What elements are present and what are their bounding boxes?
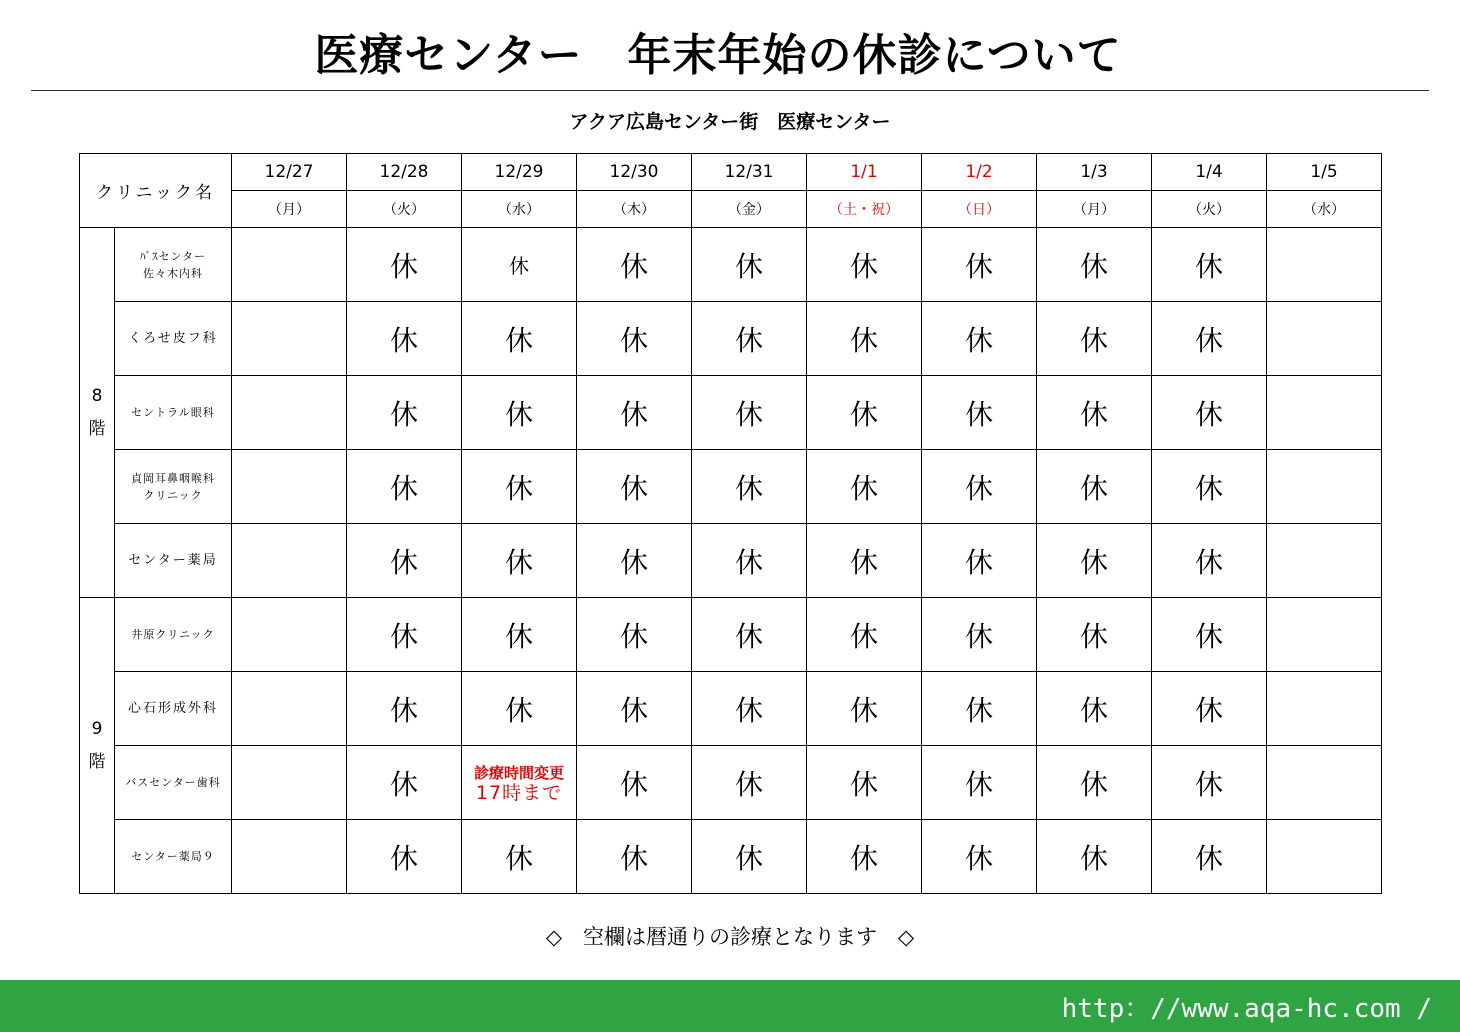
clinic-name: 貞岡耳鼻咽喉科 クリニック [115,450,232,524]
open-cell [232,376,347,450]
closed-mark: 休 [462,672,577,746]
closed-mark: 休 [692,598,807,672]
weekday-header: （火） [347,191,462,228]
weekday-header: （火） [1152,191,1267,228]
closed-mark: 休 [1152,228,1267,302]
open-cell [1267,376,1382,450]
closed-mark: 休 [692,672,807,746]
floor-suffix: 階 [88,418,106,439]
closed-mark: 休 [577,302,692,376]
weekday-header: （日） [922,191,1037,228]
closed-mark: 休 [692,376,807,450]
schedule-body [80,228,1382,894]
clinic-name: センター薬局 [115,524,232,598]
closed-mark: 休 [347,598,462,672]
closed-mark: 休 [462,450,577,524]
closed-mark: 休 [1152,524,1267,598]
closed-mark: 休 [577,450,692,524]
date-header-row [80,154,1382,191]
hours-change-cell [462,746,577,820]
closed-mark: 休 [577,746,692,820]
date-header: 12/30 [577,154,692,191]
closed-mark: 休 [347,228,462,302]
date-header: 12/27 [232,154,347,191]
closed-mark: 休 [807,598,922,672]
closed-mark: 休 [1152,450,1267,524]
hours-change-title: 診療時間変更 [473,763,564,782]
closed-mark: 休 [347,450,462,524]
closed-mark: 休 [1037,450,1152,524]
closed-mark: 休 [1152,302,1267,376]
closed-mark: 休 [807,302,922,376]
closed-mark: 休 [577,598,692,672]
open-cell [1267,524,1382,598]
website-url[interactable]: http：//www.aqa-hc.com / [1061,994,1432,1024]
closed-mark: 休 [347,672,462,746]
date-header: 1/3 [1037,154,1152,191]
floor-label [80,598,115,894]
footer-bar [0,980,1460,1032]
closed-mark: 休 [577,376,692,450]
weekday-header-row [80,191,1382,228]
date-header: 1/2 [922,154,1037,191]
open-cell [1267,746,1382,820]
hours-change-detail: 17時まで [475,781,563,804]
page-title: 医療センター 年末年始の休診について [314,30,1122,81]
title-underline [31,90,1429,91]
weekday-header: （木） [577,191,692,228]
closed-mark: 休 [1152,376,1267,450]
closed-mark: 休 [462,598,577,672]
weekday-header: （月） [1037,191,1152,228]
closed-mark: 休 [462,524,577,598]
closed-mark: 休 [347,820,462,894]
closed-mark: 休 [922,598,1037,672]
date-header: 1/5 [1267,154,1382,191]
open-cell [232,524,347,598]
open-cell [232,672,347,746]
date-header: 12/29 [462,154,577,191]
table-row [80,746,1382,820]
table-row [80,524,1382,598]
closed-mark: 休 [922,302,1037,376]
open-cell [232,598,347,672]
closed-mark: 休 [577,820,692,894]
closed-mark: 休 [922,450,1037,524]
closed-mark: 休 [1037,672,1152,746]
closed-mark: 休 [692,820,807,894]
clinic-name-header: クリニック名 [80,154,232,228]
clinic-name: ﾊﾞｽセンター 佐々木内科 [115,228,232,302]
floor-label [80,228,115,598]
open-cell [1267,228,1382,302]
closed-mark: 休 [1037,524,1152,598]
closed-mark: 休 [922,672,1037,746]
closed-mark: 休 [1152,746,1267,820]
floor-number: 8 [91,385,103,406]
table-row [80,302,1382,376]
holiday-schedule-table [79,153,1382,894]
closed-mark: 休 [347,746,462,820]
closed-mark: 休 [807,672,922,746]
clinic-name: 心石形成外科 [115,672,232,746]
closed-mark: 休 [577,228,692,302]
closed-mark: 休 [1037,820,1152,894]
date-header: 1/4 [1152,154,1267,191]
closed-mark: 休 [692,228,807,302]
closed-mark: 休 [807,450,922,524]
open-cell [1267,820,1382,894]
closed-mark: 休 [1152,820,1267,894]
clinic-name: くろせ皮フ科 [115,302,232,376]
closed-mark: 休 [1037,376,1152,450]
clinic-name: バスセンター歯科 [115,746,232,820]
open-cell [232,450,347,524]
date-header: 1/1 [807,154,922,191]
blank-cell-note: ◇ 空欄は暦通りの診療となります ◇ [545,925,915,949]
closed-mark: 休 [922,524,1037,598]
date-header: 12/31 [692,154,807,191]
closed-mark: 休 [692,746,807,820]
open-cell [232,228,347,302]
closed-mark: 休 [807,746,922,820]
closed-mark: 休 [462,302,577,376]
open-cell [1267,450,1382,524]
date-header: 12/28 [347,154,462,191]
closed-mark: 休 [1152,672,1267,746]
floor-number: 9 [91,718,103,739]
closed-mark: 休 [1037,598,1152,672]
weekday-header: （水） [462,191,577,228]
facility-subtitle: アクア広島センター街 医療センター [569,111,891,133]
table-row [80,672,1382,746]
closed-mark: 休 [462,820,577,894]
closed-mark: 休 [577,524,692,598]
weekday-header: （土・祝） [807,191,922,228]
closed-mark: 休 [807,228,922,302]
closed-mark: 休 [692,450,807,524]
clinic-name: 井原クリニック [115,598,232,672]
closed-mark: 休 [1037,228,1152,302]
weekday-header: （金） [692,191,807,228]
weekday-header: （水） [1267,191,1382,228]
open-cell [1267,302,1382,376]
weekday-header: （月） [232,191,347,228]
closed-mark: 休 [807,376,922,450]
floor-suffix: 階 [88,751,106,772]
closed-mark: 休 [347,524,462,598]
closed-mark: 休 [922,746,1037,820]
table-row [80,376,1382,450]
open-cell [232,820,347,894]
table-row [80,820,1382,894]
open-cell [1267,598,1382,672]
closed-mark: 休 [1152,598,1267,672]
table-row [80,228,1382,302]
table-row [80,450,1382,524]
closed-mark: 休 [692,524,807,598]
closed-mark: 休 [922,820,1037,894]
closed-mark: 休 [462,228,577,302]
closed-mark: 休 [922,228,1037,302]
closed-mark: 休 [922,376,1037,450]
table-row [80,598,1382,672]
closed-mark: 休 [347,302,462,376]
closed-mark: 休 [807,820,922,894]
closed-mark: 休 [692,302,807,376]
closed-mark: 休 [577,672,692,746]
closed-mark: 休 [347,376,462,450]
closed-mark: 休 [1037,746,1152,820]
open-cell [232,302,347,376]
open-cell [232,746,347,820]
closed-mark: 休 [1037,302,1152,376]
clinic-name: センター薬局９ [115,820,232,894]
open-cell [1267,672,1382,746]
closed-mark: 休 [462,376,577,450]
closed-mark: 休 [807,524,922,598]
clinic-name: セントラル眼科 [115,376,232,450]
